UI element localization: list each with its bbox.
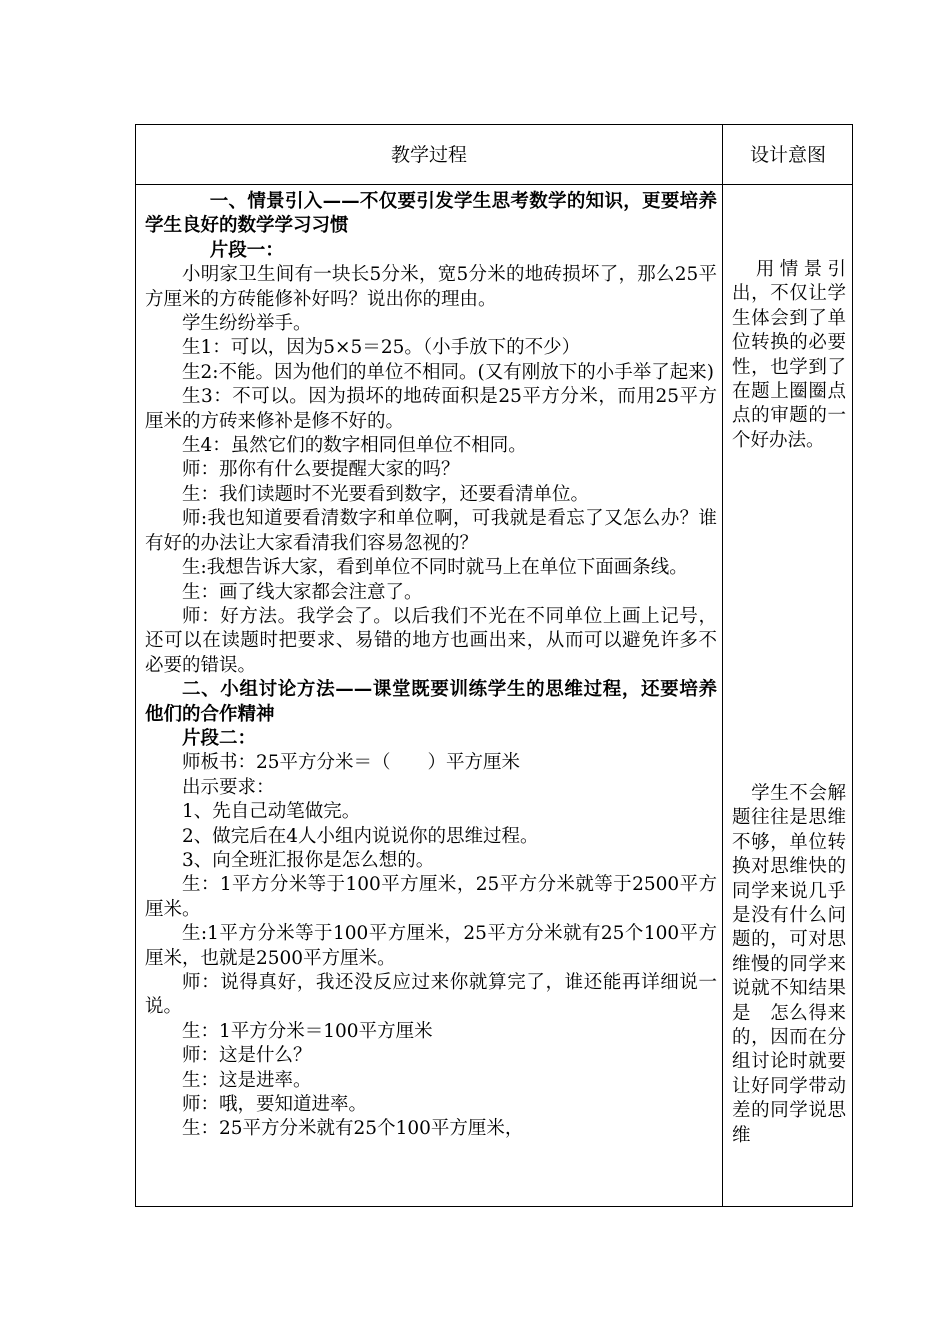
dialogue-line: 1、先自己动笔做完。: [182, 801, 361, 823]
header-design-intent: 设计意图: [749, 144, 826, 166]
intent-note-text: 用情景引出，不仅让学生体会到了单位转换的必要性，也学到了在题上圈圈点点的审题的一个好办法。: [732, 259, 846, 451]
intent-note-text: 学生不会解题往往是思维不够，单位转换对思维快的同学来说几乎是没有什么问题的，可对思维慢的同学来说就不知结果是 怎么得来的，因而在分组讨论时就要让好同学带动差的同学说思维: [732, 783, 846, 1146]
dialogue-line: 出示要求：: [182, 776, 275, 798]
dialogue-line: 生：这是进率。: [182, 1069, 312, 1091]
dialogue-line: 生3：不可以。因为损坏的地砖面积是25平方分米，而用25平方厘米的方砖来修补是修不好的。: [145, 386, 717, 432]
section-heading: 一、情景引入——不仅要引发学生思考数学的知识，更要培养学生良好的数学学习习惯: [145, 191, 717, 237]
dialogue-line: 师：这是什么？: [182, 1045, 312, 1067]
design-intent-note-1: [732, 258, 846, 453]
column-divider: [722, 124, 723, 1207]
dialogue-line: 生：1平方分米＝100平方厘米: [182, 1020, 433, 1042]
dialogue-line: 师:我也知道要看清数字和单位啊，可我就是看忘了又怎么办？谁有好的办法让大家看清我们容易忽视的？: [145, 508, 717, 554]
dialogue-line: 2、做完后在4人小组内说说你的思维过程。: [182, 825, 539, 847]
dialogue-line: 学生纷纷举手。: [182, 313, 312, 335]
dialogue-line: 生：25平方分米就有25个100平方厘米，: [182, 1118, 524, 1140]
dialogue-line: 师：说得真好，我还没反应过来你就算完了，谁还能再详细说一说。: [145, 972, 717, 1018]
dialogue-line: 师：哦，要知道进率。: [182, 1094, 368, 1116]
dialogue-line: 生：1平方分米等于100平方厘米，25平方分米就等于2500平方厘米。: [145, 874, 717, 920]
design-intent-note-2: [732, 782, 846, 1148]
dialogue-line: 生1：可以，因为5×5＝25。（小手放下的不少）: [182, 337, 581, 359]
dialogue-line: 生:1平方分米等于100平方厘米，25平方分米就有25个100平方厘米，也就是2500平方厘米。: [145, 923, 717, 969]
dialogue-line: 生:我想告诉大家，看到单位不同时就马上在单位下面画条线。: [182, 557, 688, 579]
dialogue-line: 3、向全班汇报你是怎么想的。: [182, 849, 435, 871]
dialogue-line: 师：好方法。我学会了。以后我们不光在不同单位上画上记号，还可以在读题时把要求、易错的地方也画出来，从而可以避免许多不必要的错误。: [145, 605, 717, 676]
dialogue-line: 生：我们读题时不光要看到数字，还要看清单位。: [182, 483, 590, 505]
dialogue-line: 师：那你有什么要提醒大家的吗？: [182, 459, 460, 481]
dialogue-line: 小明家卫生间有一块长5分米，宽5分米的地砖损坏了，那么25平方厘米的方砖能修补好吗？说出你的理由。: [145, 264, 717, 310]
section-heading: 二、小组讨论方法——课堂既要训练学生的思维过程，还要培养他们的合作精神: [145, 679, 717, 725]
section-heading: 片段二：: [182, 727, 257, 749]
section-heading: 片段一：: [209, 239, 284, 261]
dialogue-line: 生4：虽然它们的数字相同但单位不相同。: [182, 435, 527, 457]
dialogue-line: 生：画了线大家都会注意了。: [182, 581, 423, 603]
header-teaching-process: 教学过程: [390, 144, 467, 166]
teaching-process-content: [145, 190, 717, 1142]
dialogue-line: 师板书：25平方分米＝（ ）平方厘米: [182, 752, 521, 774]
header-divider: [135, 184, 853, 185]
dialogue-line: 生2:不能。因为他们的单位不相同。(又有刚放下的小手举了起来): [182, 361, 714, 383]
